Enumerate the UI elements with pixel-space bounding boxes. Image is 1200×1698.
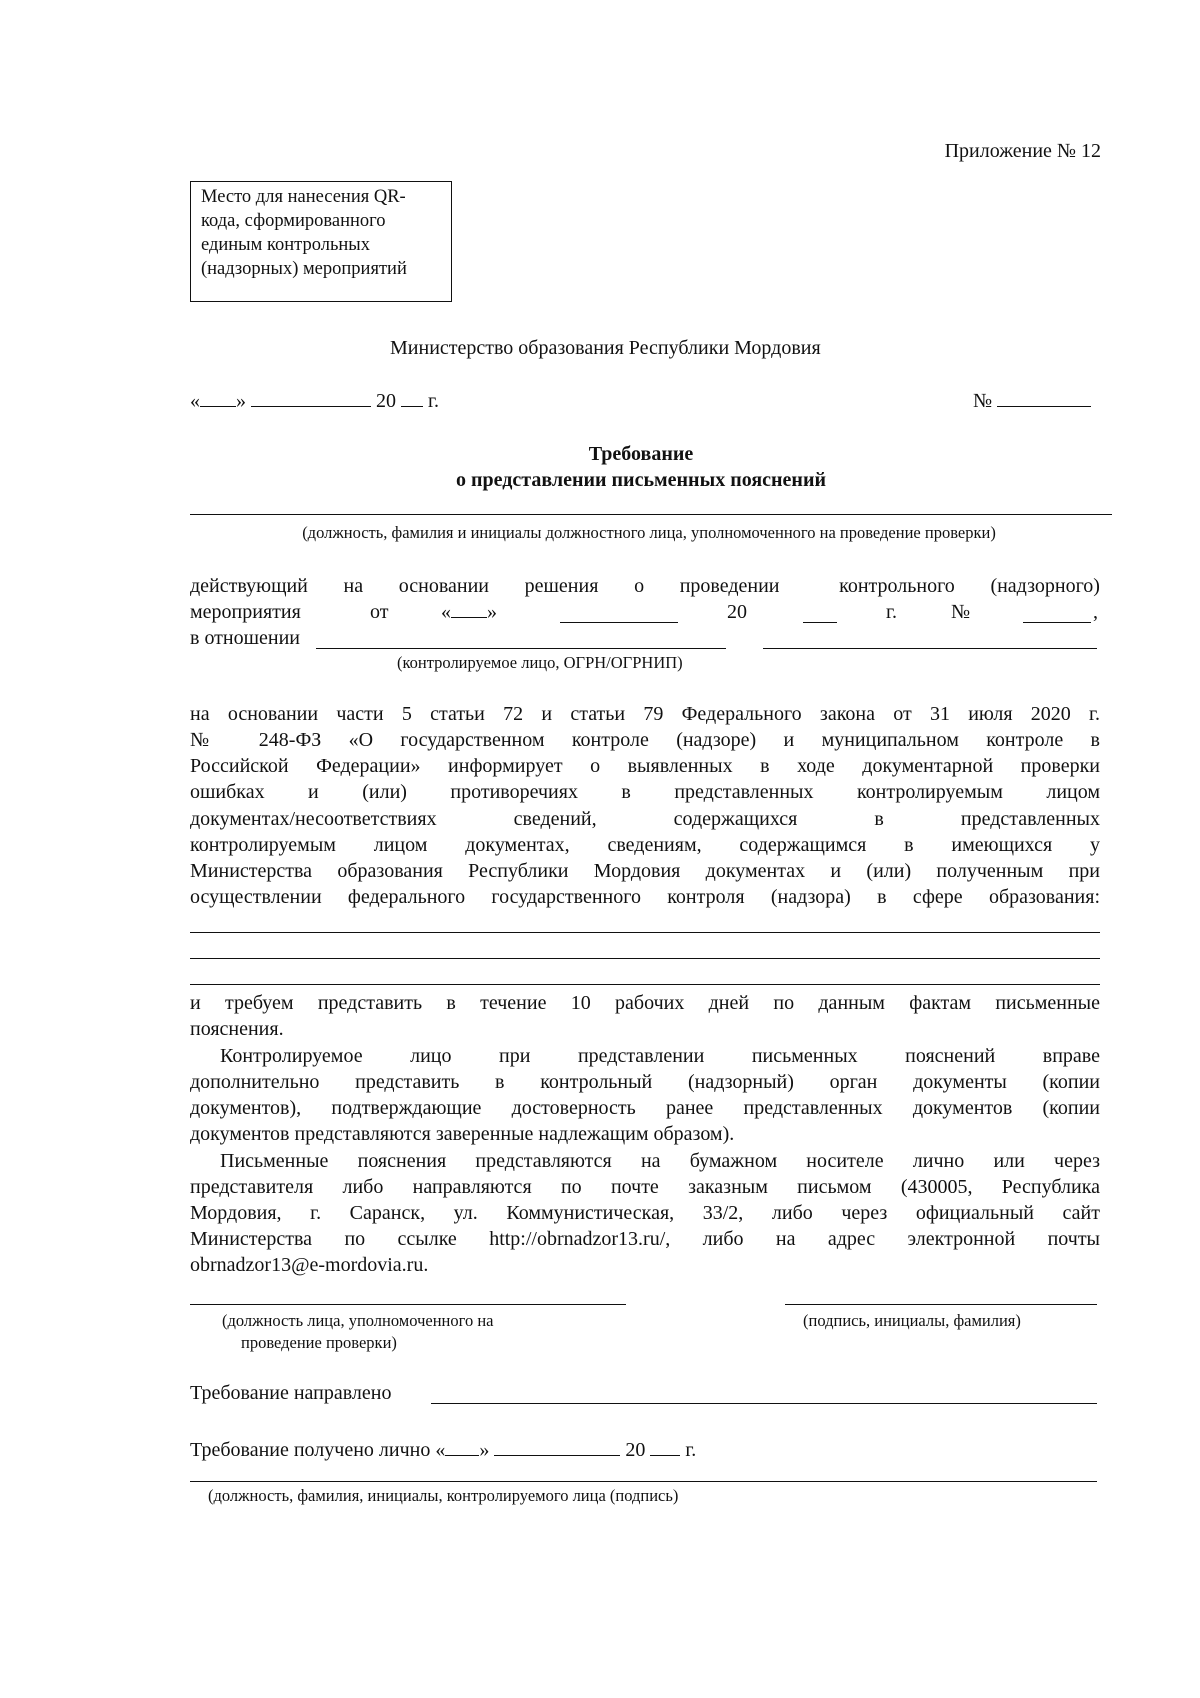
person-line-left [316, 648, 726, 649]
basis-g: г. [886, 601, 897, 623]
day-blank [451, 599, 487, 618]
para3-line: дополнительно представить в контрольный (надзорный) орган документы (копии [190, 1071, 1100, 1093]
qr-text-line: Место для нанесения QR- [201, 187, 406, 207]
basis-date [441, 599, 497, 625]
para3-line: документов представляются заверенные надлежащим образом). [190, 1123, 735, 1145]
sent-label: Требование направлено [190, 1382, 392, 1404]
official-caption: (должность, фамилия и инициалы должностного лица, уполномоченного на проведение проверки) [302, 523, 996, 542]
person-caption: (контролируемое лицо, ОГРН/ОГРНИП) [397, 653, 683, 672]
close-quote: » [479, 1439, 490, 1461]
basis-line-1 [190, 573, 1100, 599]
signature-right-caption: (подпись, инициалы, фамилия) [803, 1311, 1021, 1330]
in-respect-label: в отношении [190, 627, 301, 649]
number-blank [1023, 604, 1091, 623]
qr-text-line: кода, сформированного [201, 211, 386, 231]
sent-line [431, 1403, 1097, 1404]
para4-line: Министерства по ссылке http://obrnadzor13.ru/, либо на адрес электронной почты [190, 1228, 1100, 1250]
number-row [973, 388, 1091, 414]
para1-line: № 248-ФЗ «О государственном контроле (надзоре) и муниципальном контроле в [190, 729, 1100, 751]
para4-line: Мордовия, г. Саранск, ул. Коммунистическая, 33/2, либо через официальный сайт [190, 1202, 1100, 1224]
signature-position-line [190, 1304, 626, 1305]
month-blank [494, 1437, 620, 1456]
basis-word: на [343, 575, 364, 597]
month-blank [560, 604, 678, 623]
fill-line [190, 984, 1100, 985]
received-label: Требование получено лично [190, 1439, 431, 1461]
close-quote: » [236, 390, 246, 412]
day-blank [445, 1437, 479, 1456]
date-row [190, 388, 439, 414]
fill-line [190, 958, 1100, 959]
para1-line: осуществлении федерального государственного контроля (надзора) в сфере образования: [190, 886, 1100, 908]
month-blank [251, 388, 371, 407]
signature-name-line [785, 1304, 1097, 1305]
basis-word: (надзорного) [990, 575, 1100, 597]
year-blank [650, 1437, 680, 1456]
open-quote: « [435, 1439, 446, 1461]
doc-subtitle: о представлении письменных пояснений [456, 469, 826, 491]
fill-line [190, 932, 1100, 933]
basis-word: решения [524, 575, 599, 597]
para1-line: Российской Федерации» информирует о выявленных в ходе документарной проверки [190, 755, 1100, 777]
appendix-number: Приложение № 12 [944, 140, 1101, 162]
received-row [190, 1437, 696, 1463]
doc-title: Требование [588, 443, 694, 465]
year-suffix: г. [428, 390, 439, 412]
para2-line: пояснения. [190, 1018, 284, 1040]
number-blank [997, 388, 1091, 407]
qr-text-line: единым контрольных [201, 235, 370, 255]
basis-year: 20 [727, 601, 747, 623]
year-suffix: г. [685, 1439, 697, 1461]
year-prefix: 20 [376, 390, 396, 412]
basis-line-2-label: мероприятия [190, 601, 301, 623]
para3-line: документов), подтверждающие достоверность ранее представленных документов (копии [190, 1097, 1100, 1119]
basis-word: о [634, 575, 645, 597]
basis-from: от [370, 601, 389, 623]
day-blank [200, 388, 236, 407]
para1-line: на основании части 5 статьи 72 и статьи 79 Федерального закона от 31 июля 2020 г. [190, 703, 1100, 725]
open-quote: « [441, 601, 451, 623]
para1-line: документах/несоответствиях сведений, содержащихся в представленных [190, 808, 1100, 830]
basis-word: действующий [190, 575, 308, 597]
official-line [190, 514, 1112, 515]
number-sign: № [973, 390, 993, 412]
para1-line: ошибках и (или) противоречиях в представленных контролируемым лицом [190, 781, 1100, 803]
basis-word: основании [398, 575, 490, 597]
person-line-right [763, 648, 1097, 649]
para2-line: и требуем представить в течение 10 рабочих дней по данным фактам письменные [190, 992, 1100, 1014]
close-quote: » [487, 601, 497, 623]
qr-code-placeholder [190, 181, 452, 302]
year-blank [401, 388, 423, 407]
para4-line: Письменные пояснения представляются на бумажном носителе лично или через [220, 1150, 1100, 1172]
signature-left-caption: (должность лица, уполномоченного на [222, 1311, 494, 1330]
para3-line: Контролируемое лицо при представлении письменных пояснений вправе [220, 1045, 1100, 1067]
comma: , [1093, 601, 1098, 623]
basis-word: проведении [679, 575, 780, 597]
received-caption: (должность, фамилия, инициалы, контролируемого лица (подпись) [208, 1486, 679, 1505]
qr-text-line: (надзорных) мероприятий [201, 259, 407, 279]
para1-line: Министерства образования Республики Мордовия документах и (или) полученным при [190, 860, 1100, 882]
year-prefix: 20 [625, 1439, 646, 1461]
received-person-line [190, 1481, 1097, 1482]
year-blank [803, 604, 837, 623]
ministry-name: Министерство образования Республики Мордовия [390, 337, 821, 359]
open-quote: « [190, 390, 200, 412]
basis-number-sign: № [951, 601, 971, 623]
para4-line: obrnadzor13@e-mordovia.ru. [190, 1254, 429, 1276]
basis-word: контрольного [839, 575, 955, 597]
para1-line: контролируемым лицом документах, сведениям, содержащимся в имеющихся у [190, 834, 1100, 856]
signature-left-caption: проведение проверки) [241, 1333, 397, 1352]
para4-line: представителя либо направляются по почте заказным письмом (430005, Республика [190, 1176, 1100, 1198]
